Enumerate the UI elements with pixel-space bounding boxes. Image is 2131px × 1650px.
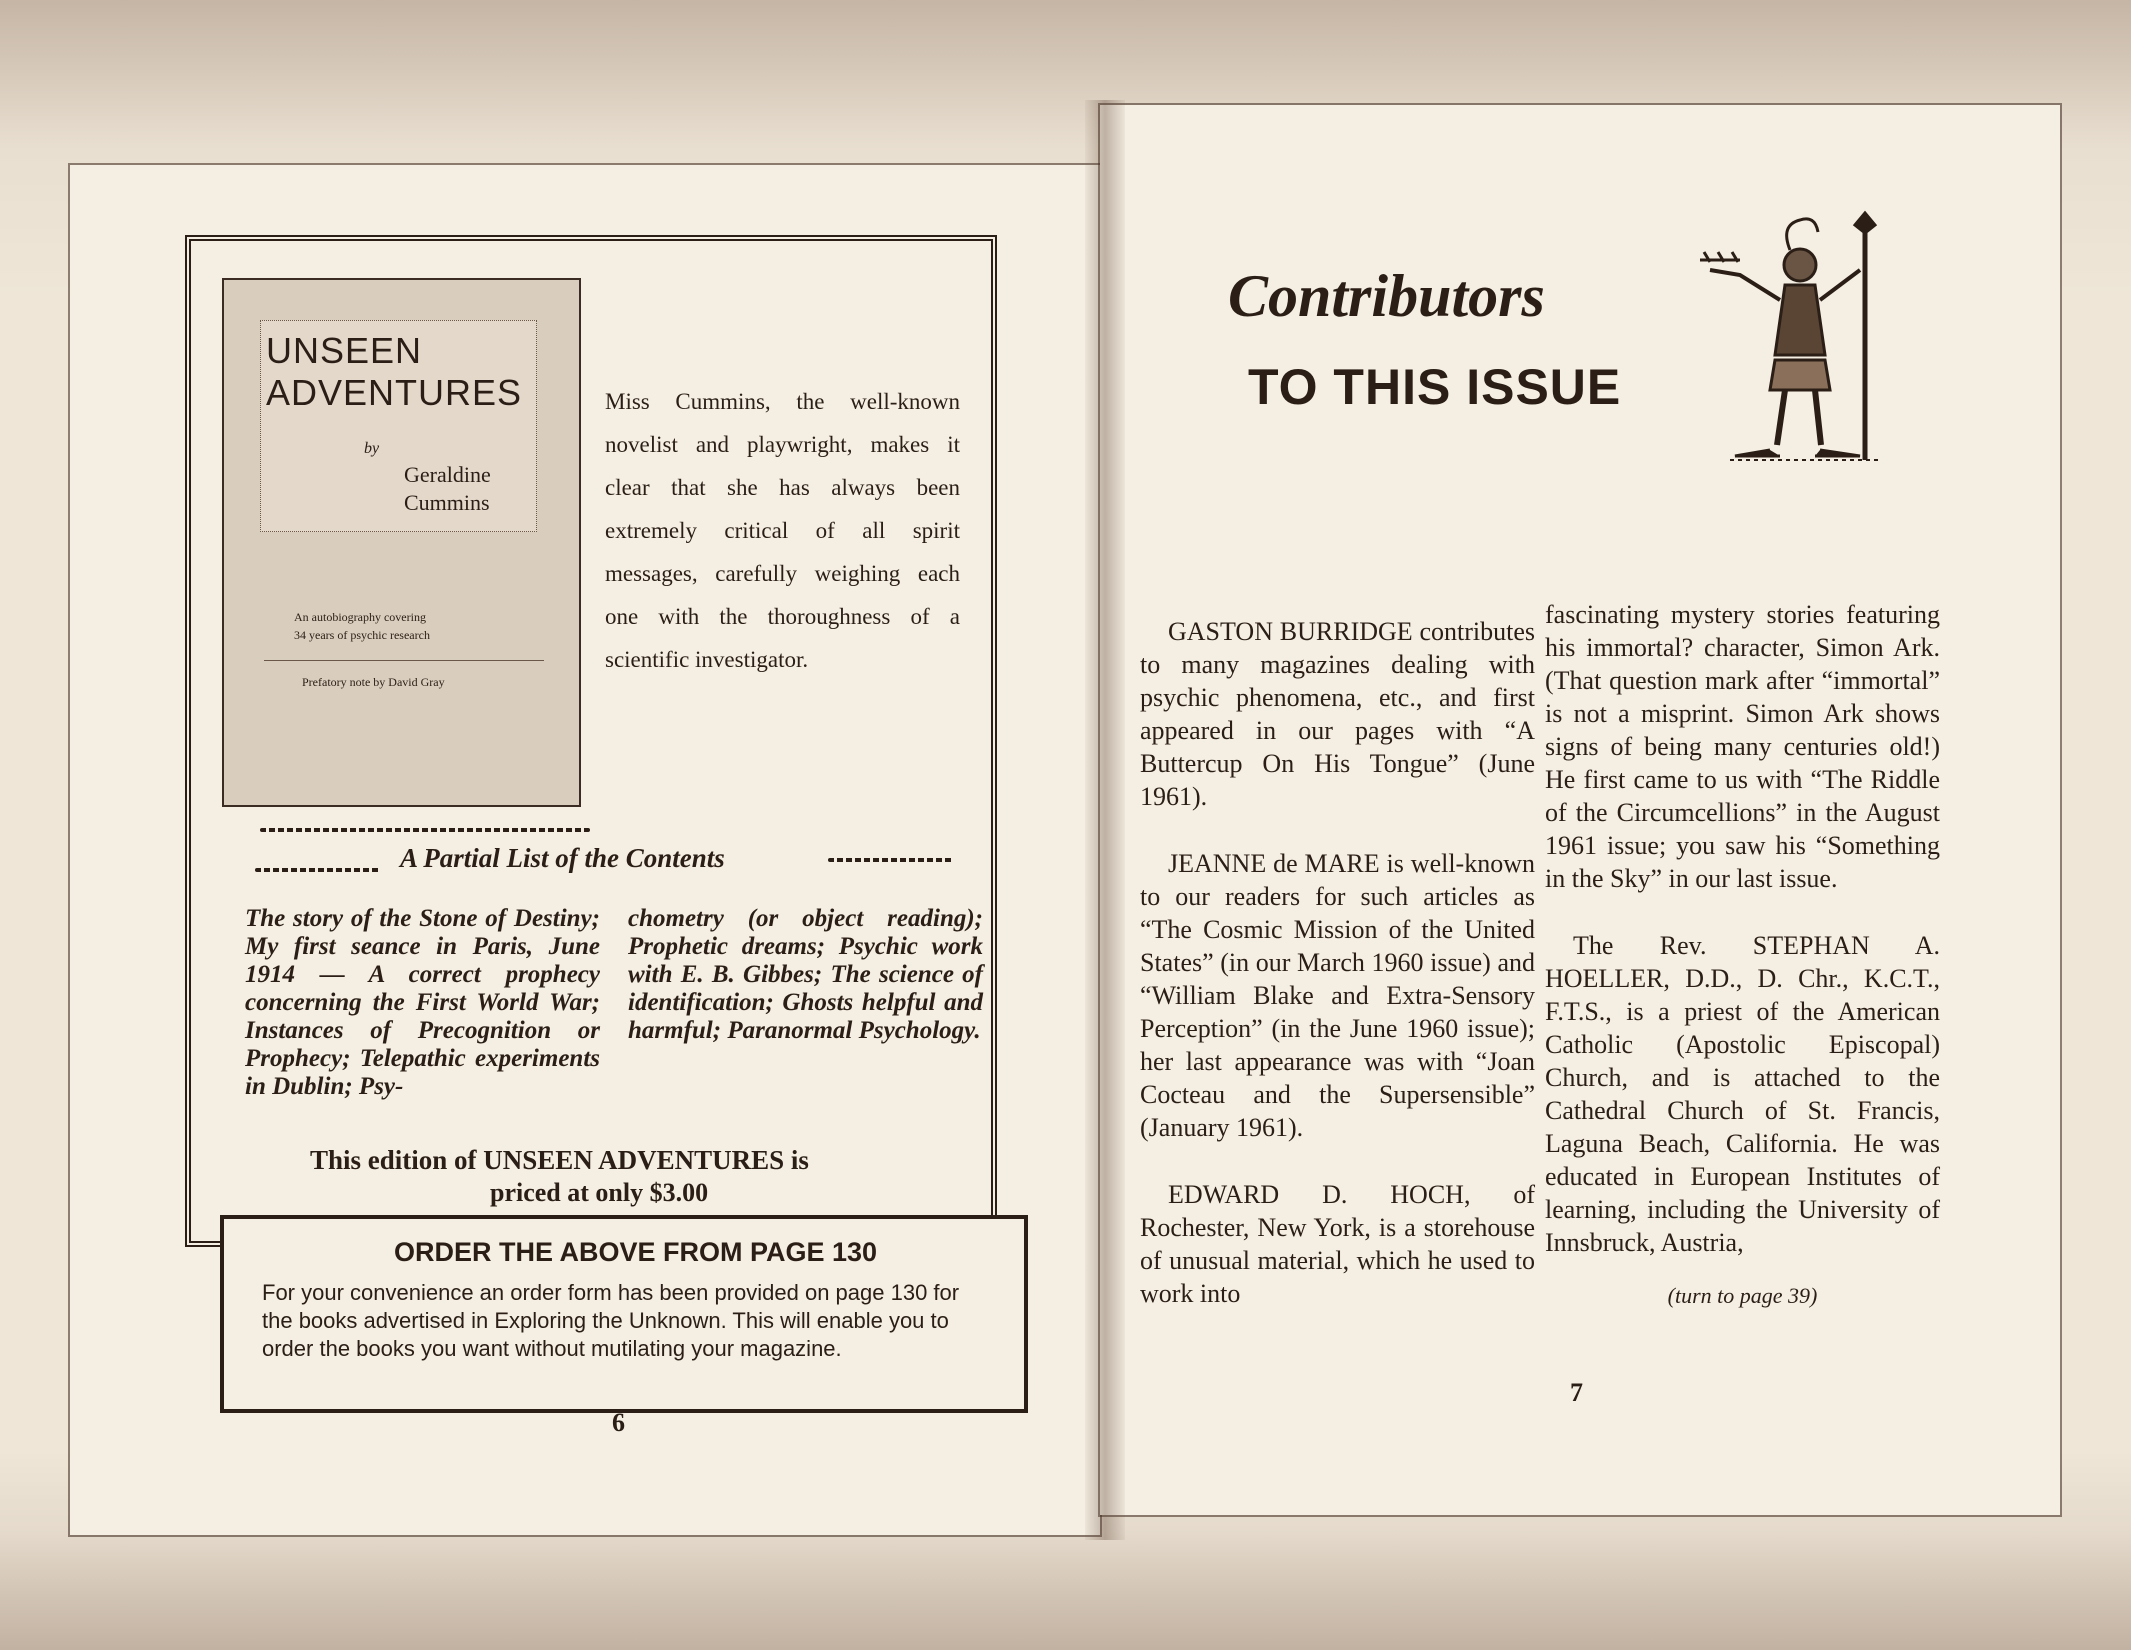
price-line-2: priced at only $3.00 (490, 1178, 709, 1207)
page-number-left: 6 (612, 1408, 625, 1437)
cover-prefatory-note: Prefatory note by David Gray (302, 675, 445, 689)
contributor-paragraph-burridge: GASTON BURRIDGE contributes to many magazines dealing with psychic phenomena, etc., and first appeared in our pages with “A Buttercup On His Tongue” (June 1961). (1140, 617, 1535, 811)
cover-title-line-2: ADVENTURES (266, 372, 523, 413)
jester-figure-illustration (1690, 210, 1910, 470)
cover-by: by (364, 440, 380, 457)
contents-column-1: The story of the Stone of Destiny; My first seance in Paris, June 1914 — A correct prophecy concerning the First World War; Instances of Precognition or Prophecy; Telepathic experiments in Dublin; Psy- (245, 905, 600, 1100)
article-column-1 (1140, 615, 1535, 1344)
cover-author-line-2: Cummins (404, 490, 490, 515)
contributor-paragraph-hoeller: The Rev. STEPHAN A. HOELLER, D.D., D. Chr., K.C.T., F.T.S., is a priest of the American Catholic (Apostolic Episcopal) Church, and is attached to the Cathedral Church of St. Francis, Laguna Beach, California. He was educated in European Institutes of learning, including the University of Innsbruck, Austria, (1545, 931, 1940, 1257)
wavy-rule-right (828, 858, 953, 862)
order-body: For your convenience an order form has been provided on page 130 for the books advertised in Exploring the Unknown. This will enable you to order the books you want without mutilating your magazine. (262, 1280, 960, 1361)
cover-divider (264, 660, 544, 661)
cover-author-line-1: Geraldine (404, 462, 491, 487)
price-line-1: This edition of UNSEEN ADVENTURES is (310, 1145, 809, 1175)
order-title: ORDER THE ABOVE FROM PAGE 130 (394, 1237, 878, 1267)
order-box (220, 1215, 1028, 1413)
contributor-paragraph-hoch: EDWARD D. HOCH, of Rochester, New York, is a storehouse of unusual material, which he used to work into (1140, 1180, 1535, 1308)
contents-heading: A Partial List of the Contents (400, 843, 725, 873)
contents-column-2: chometry (or object reading); Prophetic dreams; Psychic work with E. B. Gibbes; The science of identification; Ghosts helpful and harmful; Paranormal Psychology. (628, 905, 983, 1044)
article-column-2 (1545, 598, 1940, 1312)
contributor-paragraph-hoch-continued: fascinating mystery stories featuring his immortal? character, Simon Ark. (That question mark after “immortal” is not a misprint. Simon Ark shows signs of being many centuries old!) He first came to us with “The Riddle of the Circumcellions” in the August 1961 issue; you saw his “Something in the Sky” in our last issue. (1545, 600, 1940, 893)
cover-title-line-1: UNSEEN (266, 330, 423, 371)
contributor-paragraph-de-mare: JEANNE de MARE is well-known to our readers for such articles as “The Cosmic Mission of the United States” (in our March 1960 issue) and “William Blake and Extra-Sensory Perception” (in the June 1960 issue); her last appearance was with “Joan Cocteau and the Supersensible” (January 1961). (1140, 849, 1535, 1142)
contributors-subtitle: TO THIS ISSUE (1248, 359, 1622, 415)
cover-subtitle-line-2: 34 years of psychic research (294, 628, 430, 642)
page-number-right: 7 (1570, 1378, 1583, 1407)
cover-subtitle-line-1: An autobiography covering (294, 610, 426, 624)
wavy-rule-left (255, 868, 380, 872)
contributors-title: Contributors (1228, 263, 1545, 329)
book-cover-image (222, 278, 581, 807)
wavy-rule-top (260, 828, 590, 832)
book-gutter (1085, 100, 1125, 1540)
turn-page-note: (turn to page 39) (1667, 1283, 1818, 1308)
ad-blurb: Miss Cummins, the well-known novelist and playwright, makes it clear that she has always been extremely critical of all spirit messages, carefully weighing each one with the thoroughness of a scientific investigator. (605, 389, 960, 672)
